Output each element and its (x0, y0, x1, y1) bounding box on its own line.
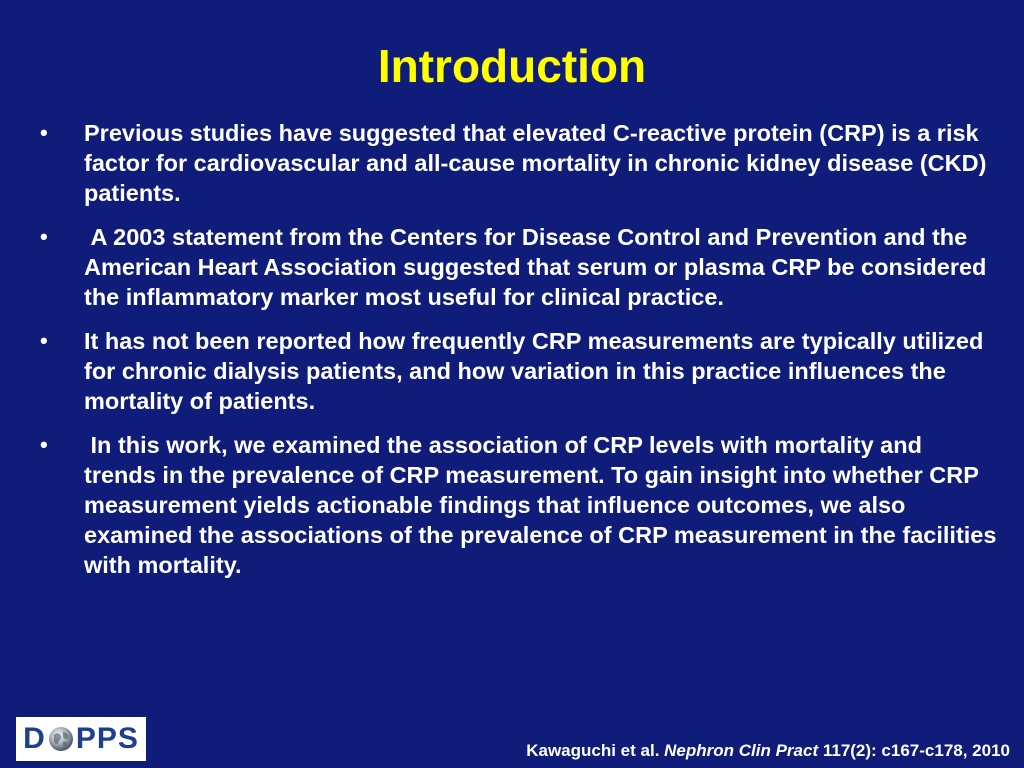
bullet-list (40, 118, 1003, 594)
bullet-marker: • (40, 328, 48, 353)
citation-authors: Kawaguchi et al. (526, 741, 665, 760)
bullet-marker: • (40, 224, 48, 249)
logo-wordmark (23, 722, 139, 756)
bullet-text: A 2003 statement from the Centers for Disease Control and Prevention and the American Heart Association suggested that serum or plasma CRP be considered the inflammatory marker most useful for clinical practice. (84, 224, 993, 310)
bullet-item (40, 430, 1003, 580)
citation-details: 117(2): c167-c178, 2010 (818, 741, 1010, 760)
slide-title: Introduction (377, 40, 647, 92)
bullet-marker: • (40, 120, 48, 145)
logo-text-left: D (23, 722, 46, 755)
bullet-text: It has not been reported how frequently CRP measurements are typically utilized for chronic dialysis patients, and how variation in this practice influences the mortality of patients. (84, 328, 984, 414)
citation-journal: Nephron Clin Pract (664, 741, 819, 760)
citation (526, 740, 1010, 762)
bullet-item (40, 326, 1000, 416)
bullet-item (40, 118, 1000, 208)
logo-text-right: PPS (75, 722, 139, 755)
bullet-text: Previous studies have suggested that elevated C-reactive protein (CRP) is a risk factor for cardiovascular and all-cause mortality in chronic kidney disease (CKD) patients. (84, 120, 987, 206)
bullet-marker: • (40, 432, 48, 457)
bullet-text: In this work, we examined the association of CRP levels with mortality and trends in the prevalence of CRP measurement. To gain insight into whether CRP measurement yields actionable findings that influence outcomes, we also examined the associations of the prevalence of CRP measurement in the facilities with mortality. (84, 432, 1003, 578)
globe-icon (48, 726, 74, 752)
bullet-item (40, 222, 1000, 312)
dopps-logo (16, 717, 146, 761)
